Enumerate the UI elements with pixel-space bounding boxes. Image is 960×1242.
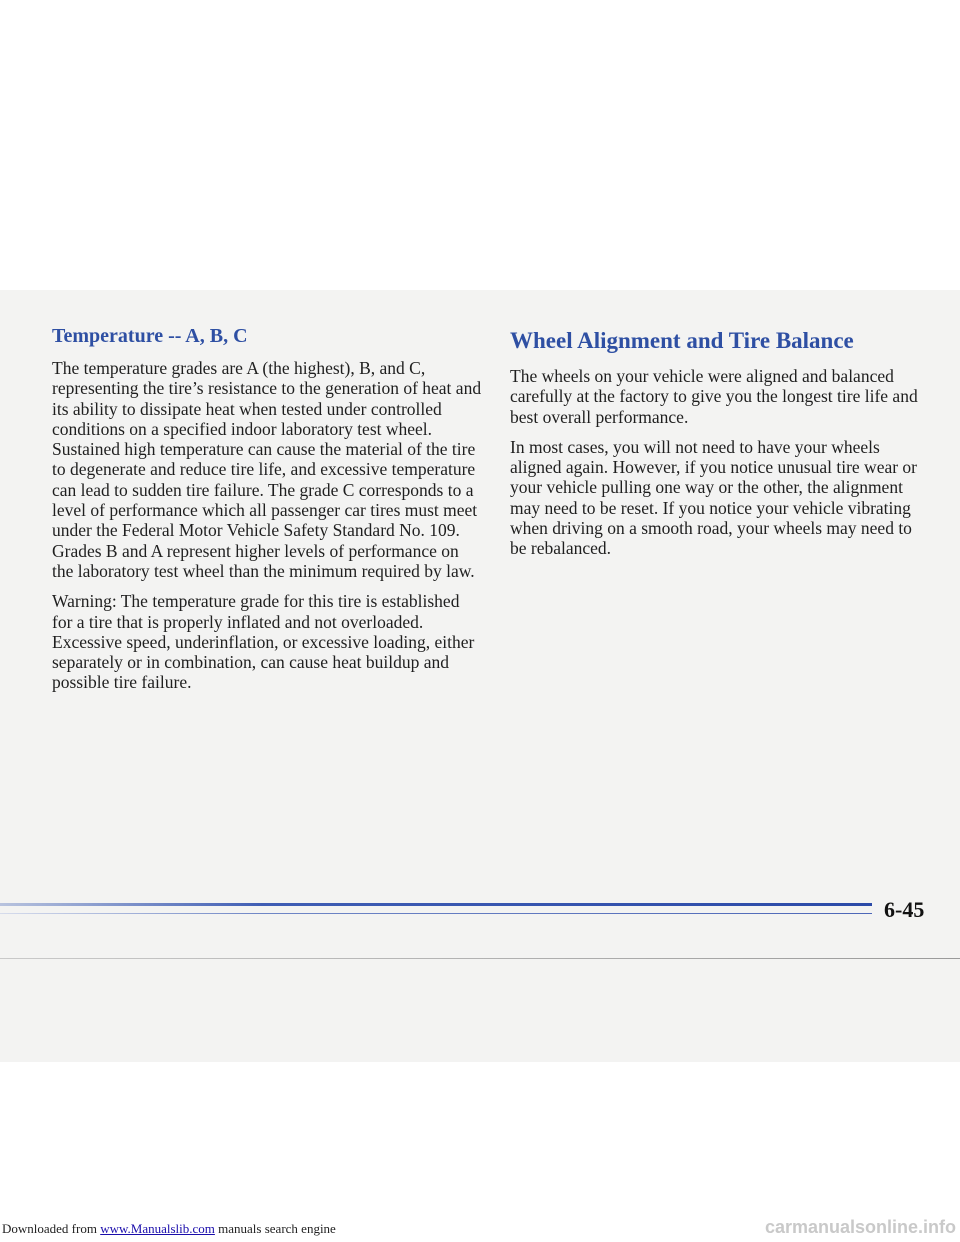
temperature-grades-paragraph: The temperature grades are A (the highest), B, and C, representing the tire’s resistance to the generation of heat and its ability to dissipate heat when tested under controlled conditions on a specified indoor laboratory test wheel. Sustained high temperature can cause the material of the tire to degenerate and reduce tire life, and excessive temperature can lead to sudden tire failure. The grade C corresponds to a level of performance which all passenger car tires must meet under the Federal Motor Vehicle Safety Standard No. 109. Grades B and A represent higher levels of performance on the laboratory test wheel than the minimum required by law.	[52, 358, 482, 581]
alignment-reset-paragraph: In most cases, you will not need to have your wheels aligned again. However, if you notice unusual tire wear or your vehicle pulling one way or the other, the alignment may need to be reset. If you notice your vehicle vibrating when driving on a smooth road, your wheels may need to be rebalanced.	[510, 436, 918, 559]
alignment-intro-paragraph: The wheels on your vehicle were aligned and balanced carefully at the factory to give you the longest tire life and best overall performance.	[510, 366, 918, 427]
manualslib-link[interactable]: www.Manualslib.com	[100, 1221, 215, 1236]
page-number: 6-45	[884, 897, 925, 922]
wheel-alignment-heading: Wheel Alignment and Tire Balance	[510, 328, 854, 353]
footer-prefix: Downloaded from	[2, 1221, 97, 1236]
footer-credit	[2, 1221, 336, 1237]
temperature-subheading: Temperature -- A, B, C	[52, 325, 248, 347]
footer-rule-thin	[0, 913, 872, 914]
footer-rule-thick	[0, 903, 872, 906]
temperature-warning-paragraph: Warning: The temperature grade for this tire is established for a tire that is properly inflated and not overloaded. Excessive speed, underinflation, or excessive loading, either separately or in combination, can cause heat buildup and possible tire failure.	[52, 591, 475, 693]
left-column	[52, 325, 482, 703]
watermark-text: carmanualsonline.info	[764, 1217, 956, 1237]
footer-suffix: manuals search engine	[218, 1221, 336, 1236]
right-column	[510, 328, 930, 569]
page-bottom-edge	[0, 958, 960, 959]
